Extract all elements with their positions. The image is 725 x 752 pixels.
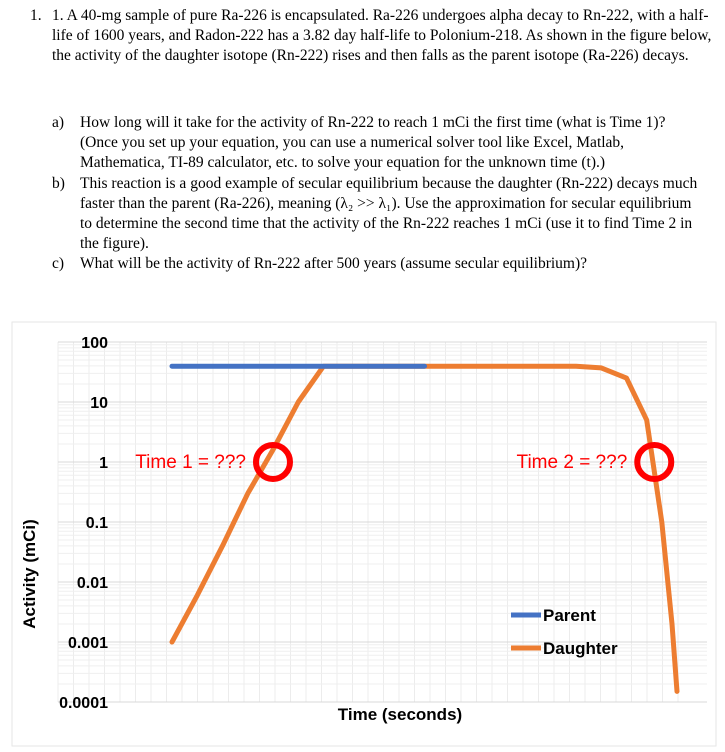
- activity-chart: [0, 320, 725, 747]
- problem-number: 1.: [30, 7, 42, 24]
- y-tick-label: 0.0001: [59, 695, 108, 712]
- part-a-label: a): [52, 114, 65, 131]
- problem-parts: [52, 113, 702, 275]
- part-b-text: This reaction is a good example of secular equilibrium because the daughter (Rn-222) decays much faster than the parent (Ra-226), meaning (λ₂ >> λ₁). Use the approximation for secular equilibrium to determine the second time that the activity of the Rn-222 reaches 1 mCi (use it to find Time 2 in the figure).: [80, 174, 698, 253]
- y-tick-label: 0.001: [67, 635, 108, 652]
- part-a: [52, 113, 702, 174]
- y-tick-label: 1: [99, 455, 108, 472]
- y-tick-label: 100: [81, 335, 108, 352]
- y-tick-label: 0.01: [76, 575, 108, 592]
- part-c-label: c): [52, 255, 65, 273]
- legend-parent-label: Parent: [543, 606, 596, 625]
- part-c-text: What will be the activity of Rn-222 after 500 years (assume secular equilibrium)?: [80, 255, 588, 273]
- part-b: [52, 174, 702, 255]
- problem-intro: 1. A 40-mg sample of pure Ra-226 is encapsulated. Ra-226 undergoes alpha decay to Rn-222, with a half-life of 1600 years, and Radon-222 has a 3.82 day half-life to Polonium-218. As shown in the figure below, the activity of the daughter isotope (Rn-222) rises and then falls as the parent isotope (Ra-226) decays.: [52, 7, 712, 64]
- part-c: [52, 254, 702, 274]
- y-tick-label: 10: [90, 395, 108, 412]
- part-b-label: b): [52, 174, 65, 192]
- y-axis-label: Activity (mCi): [20, 519, 39, 629]
- activity-chart-svg: [0, 320, 725, 747]
- y-tick-label: 0.1: [85, 515, 108, 532]
- annotation-label-1: Time 1 = ???: [135, 452, 246, 473]
- part-a-text: How long will it take for the activity of Rn-222 to reach 1 mCi the first time (what is Time 1)? (Once you set up your equation, you can use a numerical solver tool like Excel, Matlab, Mathematica, TI-89 calculator, etc. to solve your equation for the unknown time (t).): [80, 114, 666, 172]
- chart-frame: [12, 322, 716, 746]
- annotation-label-2: Time 2 = ???: [516, 452, 628, 473]
- legend-daughter-label: Daughter: [543, 639, 618, 658]
- x-axis-label: Time (seconds): [337, 705, 463, 724]
